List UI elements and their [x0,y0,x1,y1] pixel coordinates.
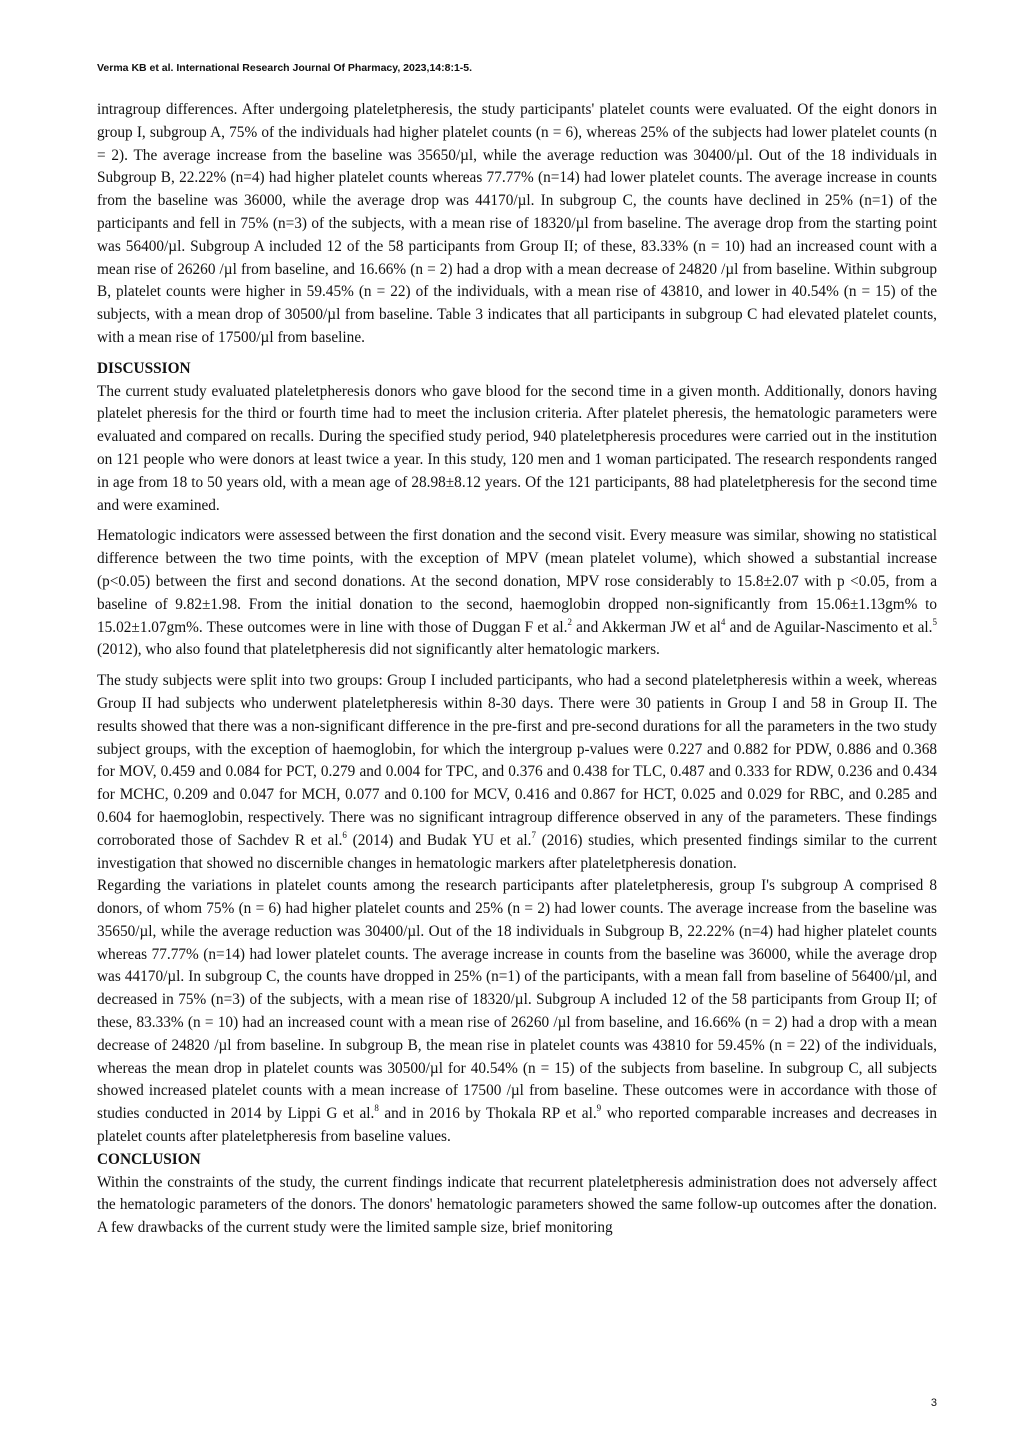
text-run: who reported comparable increases and decreases in platelet counts after plateletpheresis from baseline values. [97,1105,938,1146]
citation-ref: 9 [596,1103,602,1114]
discussion-paragraph-1: The current study evaluated plateletpheresis donors who gave blood for the second time in a given month. Additionally, donors having platelet pheresis for the third or fourth time had to meet the inclusion criteria. After platelet pheresis, the hematologic parameters were evaluated and compared on recalls. During the specified study period, 940 plateletpheresis procedures were carried out in the institution on 121 people who were donors at least twice a year. In this study, 120 men and 1 woman participated. The research respondents ranged in age from 18 to 50 years old, with a mean age of 28.98±8.12 years. Of the 121 participants, 88 had plateletpheresis for the second time and were examined. [97,382,937,514]
text-run: Regarding the variations in platelet counts among the research participants after plateletpheresis, group I's subgroup A comprised 8 donors, of whom 75% (n = 6) had higher platelet counts and 25% (n = 2) had lower counts. The average increase from the baseline was 35650/µl, while the average reduction was 30400/µl. Out of the 18 individuals in Subgroup B, 22.22% (n=4) had higher platelet counts whereas 77.77% (n=14) had lower platelet counts. The average increase in counts from the baseline was 36000, while the average drop was 44170/µl. In subgroup C, the counts have dropped in 25% (n=1) of the participants, with a mean fall from baseline of 56400/µl, and decreased in 75% (n=3) of the subjects, with a mean rise of 18320/µl. Subgroup A included 12 of the 58 participants from Group II; of these, 83.33% (n = 10) had an increased count with a mean rise of 26260 /µl from baseline, and 16.66% (n = 2) had a drop with a mean decrease of 24820 /µl from baseline. In subgroup B, the mean rise in platelet counts was 43810 for 59.45% (n = 22) of the individuals, whereas the mean drop in platelet counts was 30500/µl for 40.54% (n = 15) of the subjects from baseline. In subgroup C, all subjects showed increased platelet counts with a mean increase of 17500 /µl from baseline. These outcomes were in accordance with those of studies conducted in 2014 by Lippi G et al. [97,877,937,1123]
citation-ref: 8 [374,1103,379,1114]
text-run: (2012), who also found that plateletpheresis did not significantly alter hematologic markers. [97,641,660,659]
citation-ref: 2 [567,616,572,627]
discussion-heading: DISCUSSION [97,359,191,377]
running-header: Verma KB et al. International Research Journal Of Pharmacy, 2023,14:8:1-5. [97,62,473,74]
text-run: and in 2016 by Thokala RP et al. [378,1105,597,1123]
citation-ref: 6 [342,829,347,840]
article-body [97,99,937,1240]
discussion-paragraph-2 [97,525,937,662]
page-number: 3 [930,1397,937,1409]
text-run: The study subjects were split into two groups: Group I included participants, who had a second plateletpheresis within a week, whereas Group II had subjects who underwent plateletpheresis within 8-30 days. There were 30 patients in Group I and 58 in Group II. The results showed that there was a non-significant difference in the pre-first and pre-second durations for all the parameters in the two study subject groups, with the exception of haemoglobin, for which the intergroup p-values were 0.227 and 0.882 for PDW, 0.886 and 0.368 for MOV, 0.459 and 0.084 for PCT, 0.279 and 0.004 for TPC, and 0.376 and 0.438 for TLC, 0.487 and 0.333 for RDW, 0.236 and 0.434 for MCHC, 0.209 and 0.047 for MCH, 0.077 and 0.100 for MCV, 0.416 and 0.867 for HCT, 0.025 and 0.029 for RBC, and 0.285 and 0.604 for haemoglobin, respectively. There was no significant intragroup difference observed in any of the parameters. These findings corroborated those of Sachdev R et al. [97,672,937,849]
citation-ref: 7 [531,829,536,840]
conclusion-heading: CONCLUSION [97,1150,201,1168]
text-run: (2014) and Budak YU et al. [346,831,532,849]
citation-ref: 4 [720,616,726,627]
citation-ref: 5 [932,616,937,627]
discussion-paragraph-4 [97,875,937,1149]
results-paragraph: intragroup differences. After undergoing plateletpheresis, the study participants' platelet counts were evaluated. Of the eight donors in group I, subgroup A, 75% of the individuals had higher platelet counts (n = 6), whereas 25% of the subjects had lower platelet counts (n = 2). The average increase from the baseline was 35650/µl, while the average reduction was 30400/µl. Out of the 18 individuals in Subgroup B, 22.22% (n=4) had higher platelet counts whereas 77.77% (n=14) had lower platelet counts. The average increase in counts from the baseline was 36000, while the average drop was 44170/µl. In subgroup C, the counts have declined in 25% (n=1) of the participants and fell in 75% (n=3) of the subjects, with a mean rise of 18320/µl from baseline. The average drop from the starting point was 56400/µl. Subgroup A included 12 of the 58 participants from Group II; of these, 83.33% (n = 10) had an increased count with a mean rise of 26260 /µl from baseline, and 16.66% (n = 2) had a drop with a mean decrease of 24820 /µl from baseline. Within subgroup B, platelet counts were higher in 59.45% (n = 22) of the individuals, with a mean rise of 43810, and lower in 40.54% (n = 15) of the subjects, with a mean drop of 30500/µl from baseline. Table 3 indicates that all participants in subgroup C had elevated platelet counts, with a mean rise of 17500/µl from baseline. [97,101,937,346]
conclusion-paragraph-1: Within the constraints of the study, the current findings indicate that recurrent plateletpheresis administration does not adversely affect the hematologic parameters of the donors. The donors' hematologic parameters showed the same follow-up outcomes after the donation. A few drawbacks of the current study were the limited sample size, brief monitoring [97,1173,937,1237]
text-run: and Akkerman JW et al [571,618,721,636]
discussion-paragraph-3 [97,670,937,875]
text-run: (2016) studies, which presented findings similar to the current investigation that showed no discernible changes in hematologic markers after plateletpheresis donation. [97,831,937,872]
text-run: Hematologic indicators were assessed between the first donation and the second visit. Every measure was similar, showing no statistical difference between the two time points, with the exception of MPV (mean platelet volume), which showed a substantial increase (p<0.05) between the first and second donations. At the second donation, MPV rose considerably to 15.8±2.07 with p <0.05, from a baseline of 9.82±1.98. From the initial donation to the second, haemoglobin dropped non-significantly from 15.06±1.13gm% to 15.02±1.07gm%. These outcomes were in line with those of Duggan F et al. [97,527,937,636]
text-run: and de Aguilar-Nascimento et al. [725,618,933,636]
